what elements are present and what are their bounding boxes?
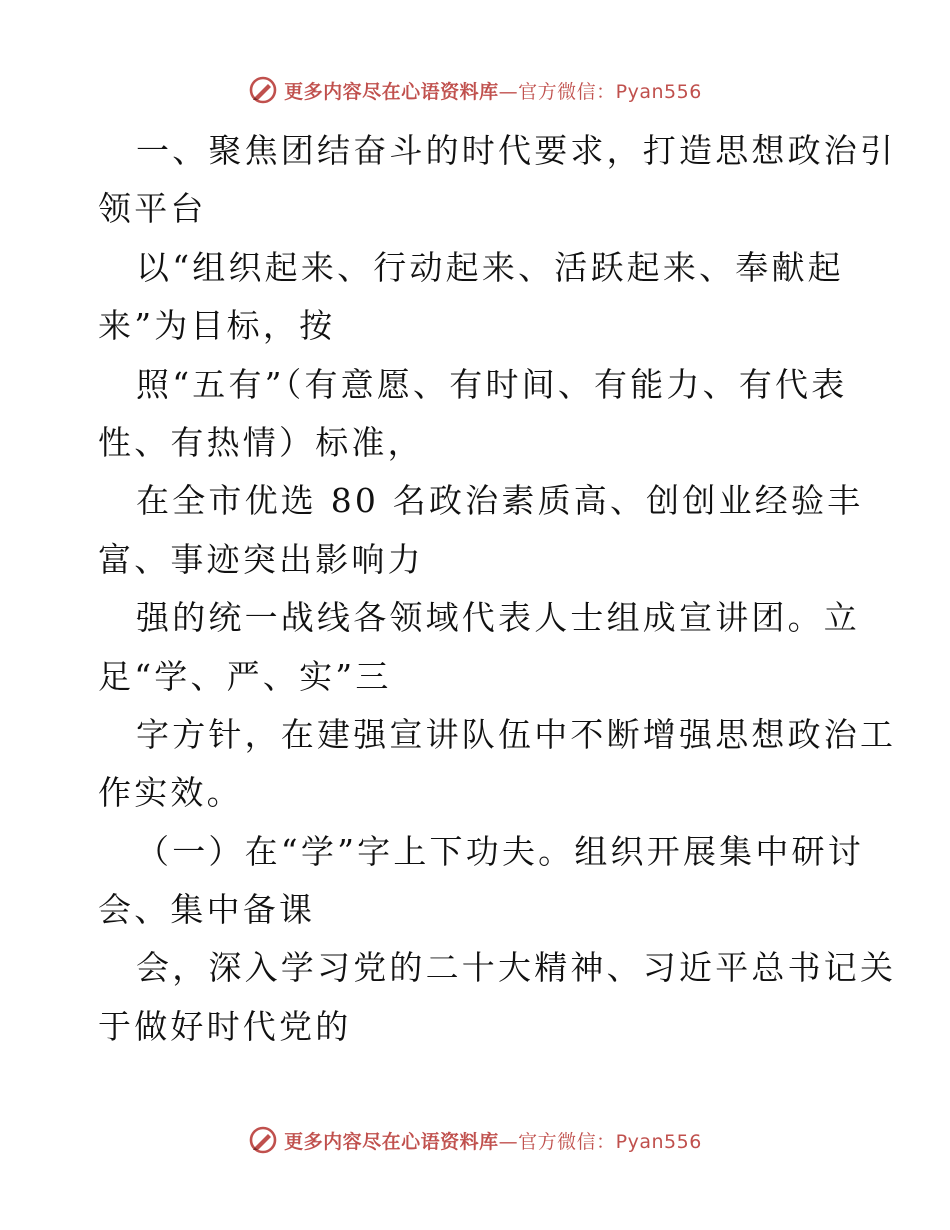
document-body <box>98 122 897 1056</box>
body-line: 以“组织起来、行动起来、活跃起来、奉献起 <box>136 247 844 287</box>
pen-circle-logo-icon <box>248 1125 278 1155</box>
footer-banner-text <box>284 1127 702 1154</box>
body-line: 足“学、严、实”三 <box>98 656 392 696</box>
body-line: 会，深入学习党的二十大精神、习近平总书记关 <box>136 948 897 988</box>
body-line: 照“五有”（有意愿、有时间、有能力、有代表 <box>136 364 848 404</box>
body-line: 于做好时代党的 <box>98 1006 352 1046</box>
footer-banner <box>0 1120 950 1160</box>
header-banner-text <box>284 77 702 104</box>
footer-separator: — <box>498 1130 519 1153</box>
body-line: 性、有热情）标准， <box>98 422 424 462</box>
body-line: 作实效。 <box>98 773 243 813</box>
body-line: 字方针，在建强宣讲队伍中不断增强思想政治工 <box>136 714 897 754</box>
body-line: 强的统一战线各领域代表人士组成宣讲团。立 <box>136 598 860 638</box>
header-contact: 官方微信：Pyan556 <box>518 80 702 103</box>
footer-site-name: 更多内容尽在心语资料库 <box>284 1130 499 1153</box>
body-line: 富、事迹突出影响力 <box>98 539 424 579</box>
body-line: 在全市优选 80 名政治素质高、创创业经验丰 <box>136 481 864 521</box>
header-banner <box>0 70 950 110</box>
pen-circle-logo-icon <box>248 75 278 105</box>
header-site-name: 更多内容尽在心语资料库 <box>284 80 499 103</box>
body-line: 领平台 <box>98 189 207 229</box>
body-line: 一、聚焦团结奋斗的时代要求，打造思想政治引 <box>136 131 897 170</box>
header-separator: — <box>498 80 519 103</box>
body-line: 会、集中备课 <box>98 890 316 930</box>
body-line: 来”为目标，按 <box>98 306 336 346</box>
footer-contact: 官方微信：Pyan556 <box>518 1130 702 1153</box>
body-line: （一）在“学”字上下功夫。组织开展集中研讨 <box>136 831 864 871</box>
